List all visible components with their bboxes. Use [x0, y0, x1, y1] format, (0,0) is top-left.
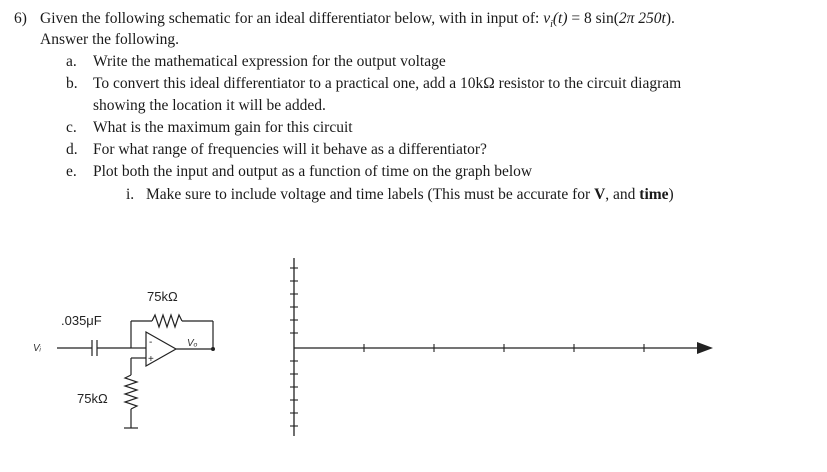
input-rhs-suffix: ).: [665, 10, 675, 27]
ground-resistor: [125, 375, 137, 409]
subpart-i-bold-v: V: [594, 186, 606, 203]
subpart-i-text-suffix: ): [668, 186, 674, 203]
part-b-marker: b.: [66, 75, 78, 92]
part-b-text: To convert this ideal differentiator to a practical one, add a 10kΩ resistor to the circuit diagram: [93, 75, 682, 92]
question-instruction: Answer the following.: [40, 31, 180, 48]
part-d-text: For what range of frequencies will it behave as a differentiator?: [93, 141, 487, 158]
part-e-marker: e.: [66, 163, 77, 180]
input-voltage-label: Vᵢ: [33, 343, 41, 354]
horizontal-axis-arrowhead: [697, 342, 713, 354]
part-a-text: Write the mathematical expression for the output voltage: [93, 53, 446, 70]
part-d-marker: d.: [66, 141, 78, 158]
inverting-sign: -: [149, 337, 153, 348]
noninverting-sign: +: [148, 354, 154, 365]
part-a-marker: a.: [66, 53, 77, 70]
input-arg: (t): [552, 10, 568, 27]
ground-resistor-label: 75kΩ: [77, 391, 108, 406]
part-e-text: Plot both the input and output as a function of time on the graph below: [93, 163, 533, 180]
feedback-resistor: [152, 315, 182, 327]
capacitor-label: .035μF: [61, 313, 102, 328]
subpart-i-text-prefix: Make sure to include voltage and time labels (This must be accurate for: [146, 186, 595, 203]
subpart-i-marker: i.: [126, 186, 135, 203]
question-number: 6): [14, 10, 27, 27]
part-b-continued: showing the location it will be added.: [93, 97, 326, 114]
subpart-i-bold-time: time: [639, 186, 669, 203]
input-rhs-prefix: = 8 sin(: [567, 10, 619, 27]
output-node-dot: [211, 347, 215, 351]
stem-prefix: Given the following schematic for an ideal differentiator below, with in input of:: [40, 10, 544, 27]
input-subscript: i: [550, 19, 553, 31]
input-symbol: v: [543, 10, 551, 27]
part-c-marker: c.: [66, 119, 77, 136]
output-voltage-label: Vₒ: [187, 338, 198, 349]
subpart-i-text-mid: , and: [605, 186, 640, 203]
input-rhs-arg: 2π 250t: [618, 10, 666, 27]
part-c-text: What is the maximum gain for this circuit: [93, 119, 353, 136]
blank-plot-axes: [294, 258, 697, 436]
feedback-resistor-label: 75kΩ: [147, 289, 178, 304]
